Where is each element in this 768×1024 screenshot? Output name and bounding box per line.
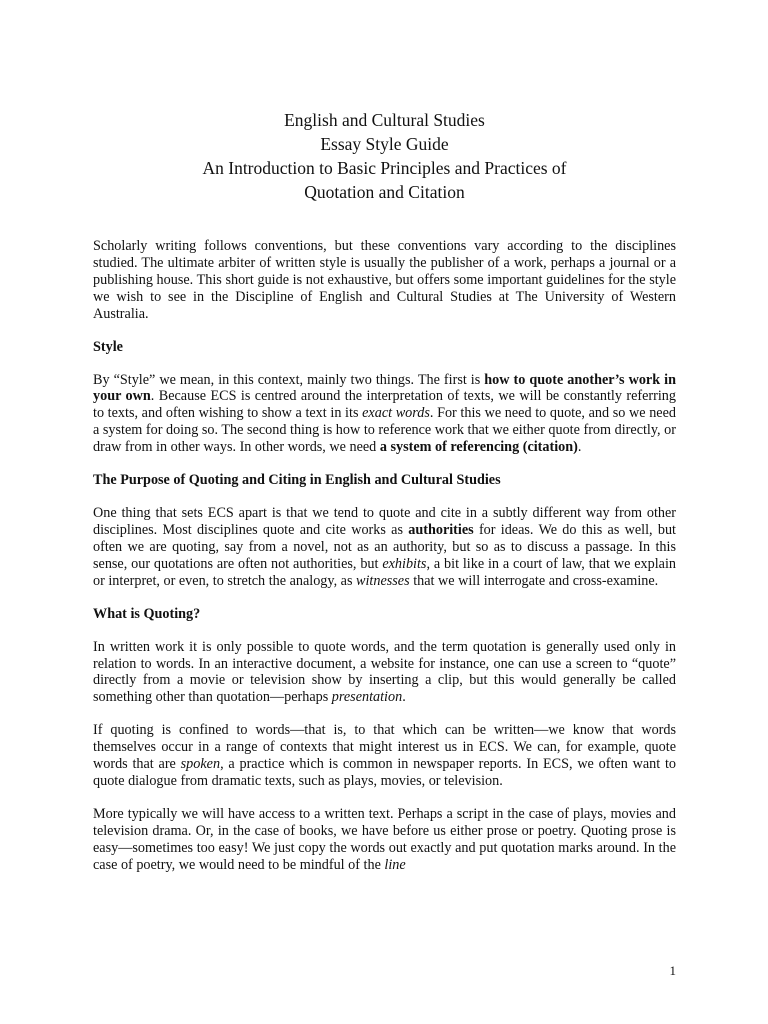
page-number: 1 [669, 963, 676, 978]
text-run: , a practice which is common in newspaper reports. In ECS, we often want to quote dialogue from dramatic texts, such as plays, movies, or television. [93, 756, 676, 789]
title-line-2: Essay Style Guide [320, 134, 449, 154]
text-run: If quoting is confined to words—that is, to that which can be written—we know that words themselves occur in a range of contexts that might interest us in ECS. We can, for example, quote words that are [93, 722, 676, 773]
italic-run: exact words [362, 405, 430, 422]
text-run: for ideas. We do this as well, but often we are quoting, say from a novel, not as an authority, but so as to discuss a passage. In this sense, our quotations are often not authorities, but [93, 521, 676, 572]
text-run: One thing that sets ECS apart is that we tend to quote and cite in a subtly different way from other disciplines. Most disciplines quote and cite works as [93, 505, 676, 538]
document-title [93, 108, 676, 204]
bold-run: authorities [408, 521, 474, 538]
purpose-paragraph [93, 505, 676, 590]
quoting-heading: What is Quoting? [93, 605, 201, 622]
text-run: . For this we need to quote, and so we need a system for doing so. The second thing is how to reference work that we either quote from directly, or draw from in other ways. In other words, we need [93, 405, 677, 456]
style-paragraph [93, 372, 676, 457]
text-run: , a bit like in a court of law, that we explain or interpret, or even, to stretch the analogy, as [93, 555, 676, 589]
quoting-paragraph-1 [93, 639, 676, 707]
italic-run: presentation [331, 689, 403, 706]
quoting-paragraph-3 [93, 806, 676, 874]
quoting-paragraph-2 [93, 722, 676, 790]
text-run: More typically we will have access to a written text. Perhaps a script in the case of plays, movies and television drama. Or, in the case of books, we have before us either prose or poetry. Quoting prose is easy—sometimes too easy! We just copy the words out exactly and put quotation marks around. In the case of poetry, we would need to be mindful of the [93, 805, 676, 873]
text-run: . [402, 689, 406, 706]
italic-run: spoken [180, 756, 221, 773]
italic-run: line [384, 856, 406, 873]
italic-run: witnesses [356, 572, 410, 589]
document-page [93, 108, 676, 873]
title-line-3: An Introduction to Basic Principles and Practices of [202, 158, 567, 178]
title-line-4: Quotation and Citation [304, 182, 465, 202]
bold-run: how to quote another’s work in your own [93, 371, 676, 405]
text-run: In written work it is only possible to quote words, and the term quotation is generally used only in relation to words. In an interactive document, a website for instance, one can use a screen to “quote” directly from a movie or television show by inserting a clip, but this would generally be called something other than quotation—perhaps [93, 638, 676, 706]
text-run: . [577, 439, 582, 456]
purpose-heading: The Purpose of Quoting and Citing in English and Cultural Studies [93, 472, 501, 489]
text-run: that we will interrogate and cross-examine. [409, 572, 659, 589]
bold-run: a system of referencing (citation) [379, 439, 578, 456]
text-run: . Because ECS is centred around the interpretation of texts, we will be constantly referring to texts, and often wishing to show a text in its [93, 388, 676, 422]
title-line-1: English and Cultural Studies [284, 110, 485, 130]
style-heading: Style [93, 338, 123, 355]
text-run: By “Style” we mean, in this context, mainly two things. The first is [93, 371, 485, 388]
intro-paragraph: Scholarly writing follows conventions, but these conventions vary according to the disciplines studied. The ultimate arbiter of written style is usually the publisher of a work, perhaps a journal or a publishing house. This short guide is not exhaustive, but offers some important guidelines for the style we wish to see in the Discipline of English and Cultural Studies at The University of Western Australia. [93, 238, 676, 322]
italic-run: exhibits [382, 555, 427, 572]
